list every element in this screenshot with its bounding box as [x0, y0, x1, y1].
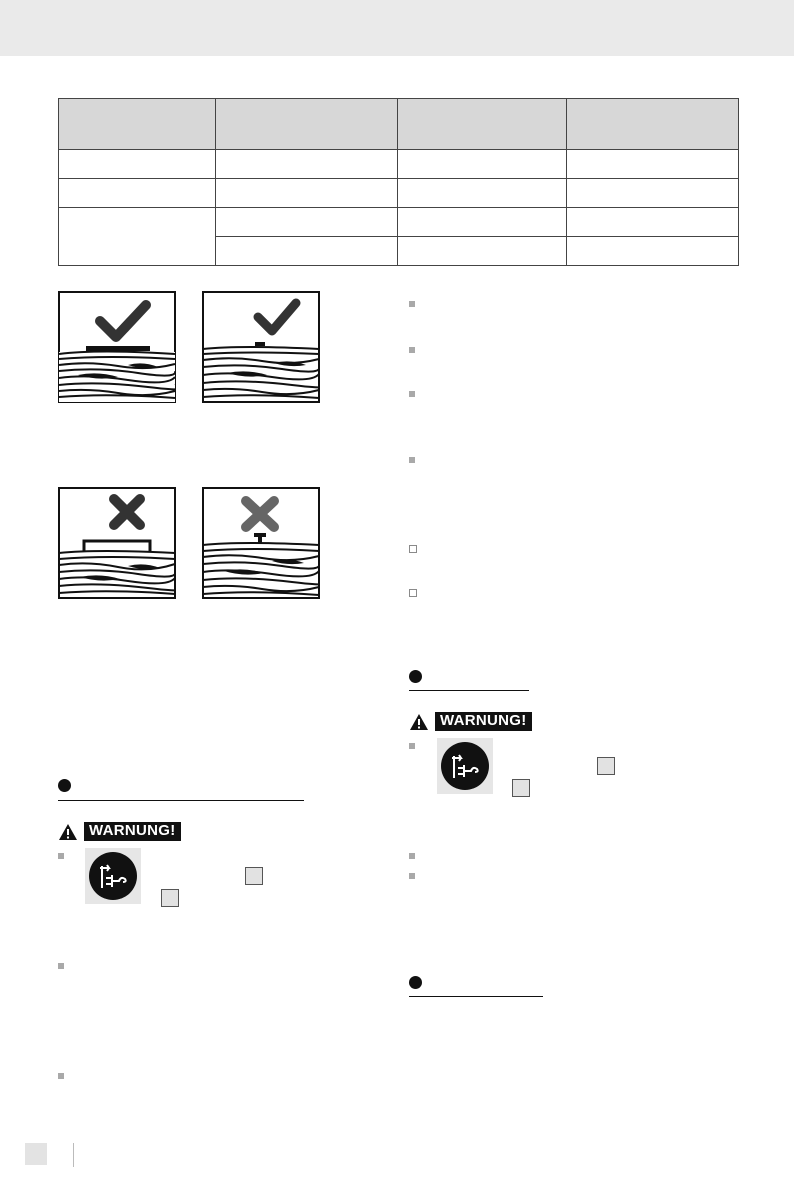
table-header-cell: [398, 99, 567, 150]
table-header-row: [59, 99, 739, 150]
table-cell: [398, 150, 567, 179]
table-cell: [398, 237, 567, 266]
table-header-cell: [567, 99, 739, 150]
section-heading-rule: [409, 996, 543, 997]
illustration-correct-flat-plate: [58, 291, 176, 403]
table-cell: [216, 150, 398, 179]
table-cell: [216, 179, 398, 208]
spec-table: [58, 98, 739, 266]
bullet-square-icon: [58, 1073, 64, 1079]
table-cell: [59, 208, 216, 266]
section-dot-icon: [409, 670, 422, 683]
header-band: [0, 0, 794, 56]
warning-label: WARNUNG!: [435, 712, 532, 731]
table-cell: [216, 237, 398, 266]
table-cell: [398, 208, 567, 237]
table-cell: [59, 179, 216, 208]
table-cell: [567, 208, 739, 237]
bullet-square-icon: [409, 853, 415, 859]
bullet-square-icon: [409, 743, 415, 749]
table-row: [59, 208, 739, 237]
section-dot-icon: [409, 976, 422, 989]
table-cell: [216, 208, 398, 237]
warning-label: WARNUNG!: [84, 822, 181, 841]
reference-number-box: [597, 757, 615, 775]
table-cell: [59, 150, 216, 179]
bullet-square-icon: [409, 457, 415, 463]
table-cell: [567, 179, 739, 208]
checkbox-icon: [409, 589, 417, 597]
reference-number-box: [245, 867, 263, 885]
warning-triangle-icon: [58, 823, 78, 841]
section-heading-rule: [58, 800, 304, 801]
checkbox-icon: [409, 545, 417, 553]
bullet-square-icon: [58, 963, 64, 969]
bullet-square-icon: [409, 347, 415, 353]
bullet-square-icon: [409, 391, 415, 397]
table-header-cell: [216, 99, 398, 150]
table-cell: [567, 237, 739, 266]
warning-banner: [409, 712, 532, 731]
warning-banner: [58, 822, 181, 841]
illustration-wrong-nail: [202, 487, 320, 599]
section-dot-icon: [58, 779, 71, 792]
table-row: [59, 150, 739, 179]
reference-number-box: [512, 779, 530, 797]
wood-grain-icon: [59, 352, 176, 403]
bullet-square-icon: [409, 873, 415, 879]
illustration-wrong-bracket: [58, 487, 176, 599]
warning-triangle-icon: [409, 713, 429, 731]
section-heading-rule: [409, 690, 529, 691]
reference-number-box: [161, 889, 179, 907]
table-row: [59, 179, 739, 208]
bullet-square-icon: [409, 301, 415, 307]
bullet-square-icon: [58, 853, 64, 859]
table-cell: [567, 150, 739, 179]
unplug-power-icon: [85, 848, 141, 904]
table-cell: [398, 179, 567, 208]
table-header-cell: [59, 99, 216, 150]
illustration-correct-small-tip: [202, 291, 320, 403]
unplug-power-icon: [437, 738, 493, 794]
page-number: [25, 1143, 47, 1165]
footer-divider: [73, 1143, 74, 1167]
